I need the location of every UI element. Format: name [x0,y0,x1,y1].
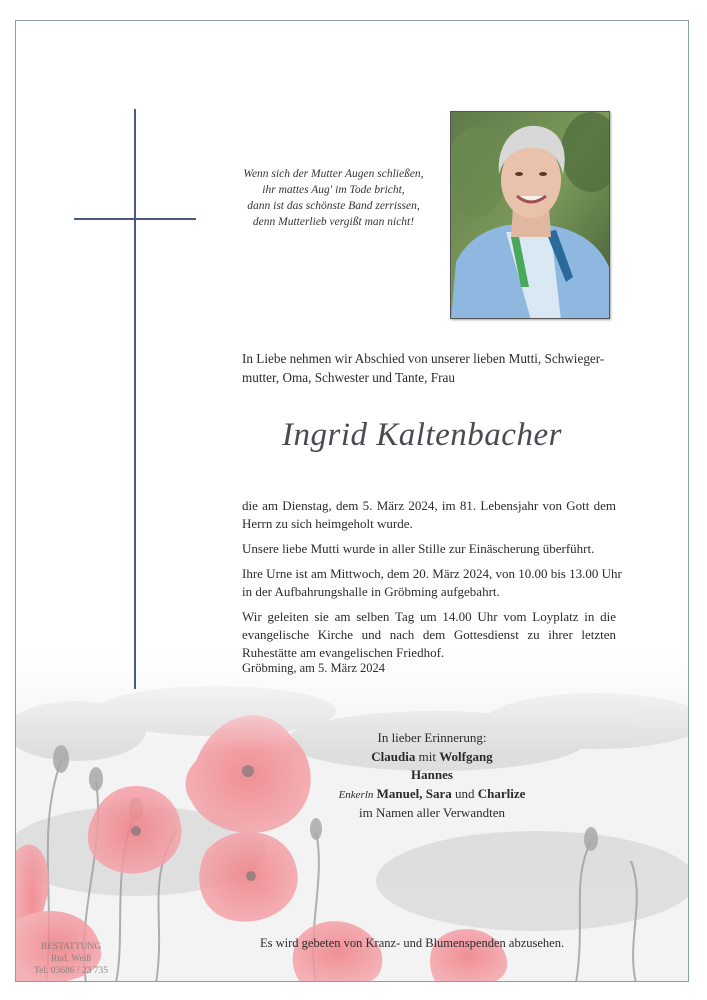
mourner-name: Hannes [411,767,453,782]
text-line: Unsere liebe Mutti wurde in aller Stille zur Einäscherung überführt. [242,541,595,556]
mourner-line [282,748,582,767]
death-paragraph [242,497,616,533]
poem-verse [216,166,451,230]
relatives-line: im Namen aller Verwandten [359,805,505,820]
mourner-line [282,785,582,805]
text-line: Wir geleiten sie am selben Tag um 14.00 Uhr vom Loyplatz in die [242,609,616,624]
donation-note: Es wird gebeten von Kranz- und Blumenspenden abzusehen. [260,936,565,950]
memory-heading: In lieber Erinnerung: [377,730,487,745]
urn-paragraph [242,565,622,601]
intro-line: In Liebe nehmen wir Abschied von unserer lieben Mutti, Schwieger- [242,351,605,366]
poem-line: denn Mutterlieb vergißt man nicht! [252,216,415,228]
undertaker-title: BESTATTUNG [40,942,102,952]
text-line: Ihre Urne ist am Mittwoch, dem 20. März 2024, von 10.00 bis 13.00 Uhr [242,566,622,581]
obituary-card [15,20,689,982]
poem-line: Wenn sich der Mutter Augen schließen, [243,168,424,180]
mourner-name: Charlize [477,785,526,801]
mourner-name: Claudia [371,748,416,764]
text-line: Herrn zu sich heimgeholt wurde. [242,516,413,531]
portrait-photo [450,111,610,319]
mourner-name: Wolfgang [439,748,493,764]
place-date: Gröbming, am 5. März 2024 [242,661,386,675]
mourners-section [282,729,582,823]
mourner-name: Manuel, Sara [373,785,452,801]
cremation-paragraph [242,540,616,558]
funeral-paragraph [242,608,616,662]
undertaker-stamp [26,941,116,977]
poem-line: dann ist das schönste Band zerrissen, [247,200,420,212]
undertaker-name: Rud. Weiß [50,954,92,964]
mourner-connector: und [451,785,478,801]
deceased-name: Ingrid Kaltenbacher [282,417,562,453]
cross-horizontal-bar [74,218,196,220]
text-line: evangelische Kirche und nach dem Gottesdienst zu ihrer letzten [242,627,616,642]
announcement-body [242,497,622,669]
intro-line: mutter, Oma, Schwester und Tante, Frau [242,370,455,385]
text-line: in der Aufbahrungshalle in Gröbming aufgebahrt. [242,584,500,599]
text-line: die am Dienstag, dem 5. März 2024, im 81. Lebensjahr von Gott dem [242,498,616,513]
text-line: Ruhestätte am evangelischen Friedhof. [242,645,445,660]
intro-text [242,349,622,387]
grandchildren-label: Enkerln [338,788,374,801]
cross-vertical-bar [134,109,136,689]
poem-line: ihr mattes Aug' im Tode bricht, [262,184,405,196]
undertaker-phone: Tel. 03686 / 23 735 [33,966,108,976]
mourner-connector: mit [415,748,440,764]
